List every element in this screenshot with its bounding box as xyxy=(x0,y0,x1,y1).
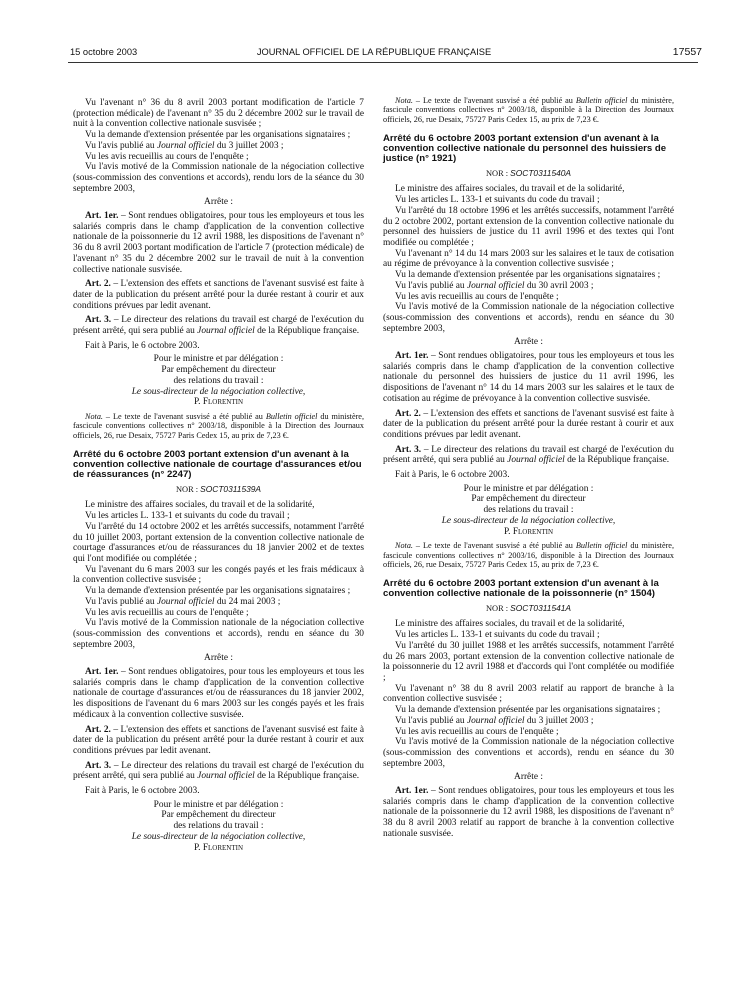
nota: Nota. – Le texte de l'avenant susvisé a été publié au Bulletin officiel du ministère, fascicule conventions collectives n° 2003/18, disponible à la Direction des Journaux officiels, 26, rue Desaix, 75727 Paris Cedex 15, au prix de 7,23 €. xyxy=(73,411,364,440)
paragraph: Vu l'avis motivé de la Commission nationale de la négociation collective (sous-commission des conventions et accords), rendu en séance du 30 septembre 2003, xyxy=(383,302,674,334)
arrete-heading: Arrête : xyxy=(514,772,543,783)
paragraph: Vu l'avenant n° 38 du 8 avril 2003 relatif au rapport de branche à la convention collective susvisée ; xyxy=(383,683,674,705)
paragraph: Vu l'avis motivé de la Commission nationale de la négociation collective (sous-commission des conventions et accords), rendu en séance du 30 septembre 2003, xyxy=(73,618,364,650)
article-2: Art. 2. – L'extension des effets et sanctions de l'avenant susvisé est faite à dater de la publication du présent arrêté pour la durée restant à courir et aux conditions prévues par ledit avenant. xyxy=(73,724,364,756)
paragraph: Le ministre des affaires sociales, du travail et de la solidarité, xyxy=(85,500,315,511)
nor-reference: NOR : SOCT0311540A xyxy=(485,167,572,178)
paragraph: Vu l'arrêté du 30 juillet 1988 et les arrêtés successifs, notamment l'arrêté du 26 mars 2003, portant extension de la convention collective nationale de la poissonnerie du 12 avril 1988 et d'accords qui l'ont complétée ou modifiée ; xyxy=(383,640,674,683)
left-column xyxy=(73,98,364,853)
paragraph: Vu les avis recueillis au cours de l'enquête ; xyxy=(395,291,559,302)
article-title: Arrêté du 6 octobre 2003 portant extension d'un avenant à la convention collective nationale de courtage d'assurances et/ou de réassurances (n° 2247) xyxy=(73,448,362,481)
article-title: Arrêté du 6 octobre 2003 portant extension d'un avenant à la convention collective nationale de la poissonnerie (n° 1504) xyxy=(383,578,659,600)
paragraph: Vu la demande d'extension présentée par les organisations signataires ; xyxy=(85,130,351,141)
article-3: Art. 3. – Le directeur des relations du travail est chargé de l'exécution du présent arrêté, qui sera publié au Journal officiel de la République française. xyxy=(73,760,364,782)
nota: Nota. – Le texte de l'avenant susvisé a été publié au Bulletin officiel du ministère, fascicule conventions collectives n° 2003/18, disponible à la Direction des Journaux officiels, 26, rue Desaix, 75727 Paris Cedex 15, au prix de 7,23 €. xyxy=(383,96,674,124)
fait-line: Fait à Paris, le 6 octobre 2003. xyxy=(85,786,200,797)
paragraph: Vu l'avis motivé de la Commission nationale de la négociation collective (sous-commission des conventions et accords), rendu lors de la séance du 30 septembre 2003, xyxy=(73,162,364,194)
paragraph: Vu l'avenant n° 14 du 14 mars 2003 sur les salaires et le taux de cotisation au régime de prévoyance à la convention collective susvisée ; xyxy=(383,248,674,270)
paragraph: Vu l'arrêté du 14 octobre 2002 et les arrêtés successifs, notamment l'arrêté du 10 juillet 2003, portant extension de la convention collective nationale de courtage d'assurances et/ou de réassurances du 18 janvier 2002 et de textes qui l'ont modifiée ou complétée ; xyxy=(73,521,364,564)
paragraph: Vu l'avis publié au Journal officiel du 24 mai 2003 ; xyxy=(85,596,281,607)
header-rule xyxy=(68,62,698,63)
paragraph: Vu les avis recueillis au cours de l'enquête ; xyxy=(85,151,249,162)
nor-reference: NOR : SOCT0311541A xyxy=(485,602,572,613)
paragraph: Vu la demande d'extension présentée par les organisations signataires ; xyxy=(395,270,661,281)
signature-block: Pour le ministre et par délégation : Par empêchement du directeur des relations du travail : Le sous-directeur de la négociation collective, P. Florentin xyxy=(441,483,616,537)
paragraph: Vu l'avis publié au Journal officiel du 30 avril 2003 ; xyxy=(395,280,594,291)
page-number: 17557 xyxy=(672,46,702,58)
paragraph: Vu l'avis motivé de la Commission nationale de la négociation collective (sous-commission des conventions et accords), rendu en séance du 30 septembre 2003, xyxy=(383,737,674,769)
paragraph: Vu l'avenant n° 36 du 8 avril 2003 portant modification de l'article 7 (protection médicale) de l'avenant n° 35 du 2 décembre 2002 sur le travail de nuit à la convention collective nationale susvisée ; xyxy=(73,98,364,130)
article-2: Art. 2. – L'extension des effets et sanctions de l'avenant susvisé est faite à dater de la publication du présent arrêté pour la durée restant à courir et aux conditions prévues par ledit avenant. xyxy=(383,408,674,440)
paragraph: Vu l'avis publié au Journal officiel du 3 juillet 2003 ; xyxy=(85,140,284,151)
article-3: Art. 3. – Le directeur des relations du travail est chargé de l'exécution du présent arrêté, qui sera publié au Journal officiel de la République française. xyxy=(73,315,364,337)
article-1: Art. 1er. – Sont rendues obligatoires, pour tous les employeurs et tous les salariés compris dans le champ d'application de la convention collective nationale de la poissonnerie du 12 avril 1988, les dispositions de l'avenant n° 38 du 8 avril 2003 relatif au rapport de branche à la convention collective nationale susvisée. xyxy=(383,786,674,839)
paragraph: Vu l'avenant du 6 mars 2003 sur les congés payés et les frais médicaux à la convention collective susvisée ; xyxy=(73,564,364,586)
paragraph: Vu les articles L. 133-1 et suivants du code du travail ; xyxy=(395,195,600,206)
paragraph: Vu la demande d'extension présentée par les organisations signataires ; xyxy=(395,705,661,716)
article-1: Art. 1er. – Sont rendues obligatoires, pour tous les employeurs et tous les salariés compris dans le champ d'application de la convention collective nationale du personnel des huissiers de justice du 11 avril 1996, les dispositions de l'avenant n° 14 du 14 mars 2003 sur les salaires et le taux de cotisation au régime de prévoyance à la convention collective susvisée. xyxy=(383,351,674,404)
article-2: Art. 2. – L'extension des effets et sanctions de l'avenant susvisé est faite à dater de la publication du présent arrêté pour la durée restant à courir et aux conditions prévues par ledit avenant. xyxy=(73,279,364,311)
paragraph: Vu les articles L. 133-1 et suivants du code du travail ; xyxy=(85,511,290,522)
fait-line: Fait à Paris, le 6 octobre 2003. xyxy=(395,470,510,481)
arrete-heading: Arrête : xyxy=(204,653,233,664)
header-title: JOURNAL OFFICIEL DE LA RÉPUBLIQUE FRANÇAISE xyxy=(256,47,492,57)
paragraph: Le ministre des affaires sociales, du travail et de la solidarité, xyxy=(395,619,625,630)
paragraph: Vu l'avis publié au Journal officiel du 3 juillet 2003 ; xyxy=(395,715,594,726)
right-column xyxy=(383,96,674,840)
fait-line: Fait à Paris, le 6 octobre 2003. xyxy=(85,340,200,351)
paragraph: Vu les avis recueillis au cours de l'enquête ; xyxy=(85,607,249,618)
header-date: 15 octobre 2003 xyxy=(70,47,138,57)
page-header xyxy=(50,44,702,60)
nor-reference: NOR : SOCT0311539A xyxy=(175,483,262,494)
arrete-heading: Arrête : xyxy=(204,197,233,208)
article-1: Art. 1er. – Sont rendues obligatoires, pour tous les employeurs et tous les salariés compris dans le champ d'application de la convention collective nationale de la poissonnerie du 12 avril 1988, les dispositions de l'avenant n° 36 du 8 avril 2003 portant modification de l'article 7 (protection médicale) de l'avenant n° 35 du 2 décembre 2002 sur le travail de nuit à la convention collective nationale susvisée. xyxy=(73,211,364,275)
article-1: Art. 1er. – Sont rendues obligatoires, pour tous les employeurs et tous les salariés compris dans le champ d'application de la convention collective nationale de courtage d'assurances et/ou de réassurances du 18 janvier 2002, les dispositions de l'avenant du 6 mars 2003 sur les congés payés et les frais médicaux à la convention collective susvisée. xyxy=(73,667,364,720)
paragraph: Vu l'arrêté du 18 octobre 1996 et les arrêtés successifs, notamment l'arrêté du 2 octobre 2002, portant extension de la convention collective nationale du personnel des huissiers de justice du 11 avril 1996 et des textes qui l'ont modifiée ou complétée ; xyxy=(383,205,674,248)
nota: Nota. – Le texte de l'avenant susvisé a été publié au Bulletin officiel du ministère, fascicule conventions collectives n° 2003/16, disponible à la Direction des Journaux officiels, 26, rue Desaix, 75727 Paris Cedex 15, au prix de 7,23 €. xyxy=(383,541,674,569)
paragraph: Vu la demande d'extension présentée par les organisations signataires ; xyxy=(85,586,351,597)
arrete-heading: Arrête : xyxy=(514,337,543,348)
article-3: Art. 3. – Le directeur des relations du travail est chargé de l'exécution du présent arrêté, qui sera publié au Journal officiel de la République française. xyxy=(383,444,674,466)
signature-block: Pour le ministre et par délégation : Par empêchement du directeur des relations du travail : Le sous-directeur de la négociation collective, P. Florentin xyxy=(131,354,306,408)
paragraph: Le ministre des affaires sociales, du travail et de la solidarité, xyxy=(395,184,625,195)
paragraph: Vu les avis recueillis au cours de l'enquête ; xyxy=(395,726,559,737)
signature-block: Pour le ministre et par délégation : Par empêchement du directeur des relations du travail : Le sous-directeur de la négociation collective, P. Florentin xyxy=(131,799,306,853)
article-title: Arrêté du 6 octobre 2003 portant extension d'un avenant à la convention collective nationale du personnel des huissiers de justice (n° 1921) xyxy=(383,132,667,165)
paragraph: Vu les articles L. 133-1 et suivants du code du travail ; xyxy=(395,630,600,641)
